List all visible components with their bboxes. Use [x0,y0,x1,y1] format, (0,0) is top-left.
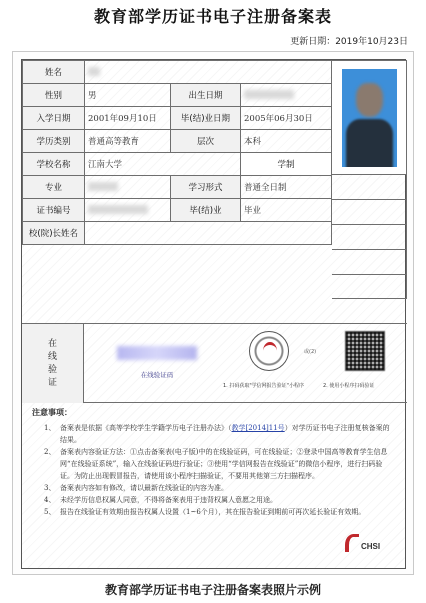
verify-qr-icon [345,331,385,371]
table-row [23,222,332,245]
verify-step-1: 1. 扫码获取"学信网报告验证"小程序 [223,383,304,389]
photo-body [346,119,393,167]
side-cell [332,225,407,250]
major-label: 专业 [23,176,85,199]
redacted-birth [244,90,294,99]
table-row [23,199,332,222]
verify-step-2: 2. 使用小程序扫码验证 [323,383,375,389]
update-date: 更新日期：2019年10月23日 [290,37,408,47]
chsi-brand [343,532,387,558]
photo-frame [332,60,407,175]
result-label: 毕(结)业 [171,199,241,222]
redacted-major [88,182,118,191]
item-number: 4、 [44,496,56,504]
birth-value [241,84,332,107]
note-text: 备案表内容如有修改，请以最新在线验证的内容为准。 [60,484,228,492]
notes-title: 注意事项： [32,408,72,417]
gender-label: 性别 [23,84,85,107]
verify-code[interactable] [117,346,197,360]
side-cell [332,275,407,299]
major-value [85,176,171,199]
table-row [23,153,332,176]
footer-caption: 教育部学历证书电子注册备案表照片示例 [104,583,321,597]
item-number: 2、 [44,448,56,456]
note-text: ）对学历证书电子注册复核备案的结果。 [60,424,390,444]
list-item [32,506,396,518]
study-form-label: 学习形式 [171,176,241,199]
item-number: 5、 [44,508,56,516]
president-value [85,222,332,245]
redacted-cert-no [88,205,148,214]
table-row [23,130,332,153]
item-number: 3、 [44,484,56,492]
gender-value: 男 [85,84,171,107]
note-text: 报告在线验证有效期由报告权属人设置（1~6个月），其在报告验证到期前可再次延长验证有效期。 [60,508,366,516]
notes-section [32,407,396,518]
school-label: 学校名称 [23,153,85,176]
length-label: 学制 [241,153,332,176]
study-form-value: 普通全日制 [241,176,332,199]
online-verify-section [22,323,407,403]
side-cell [332,200,407,225]
side-cell [332,250,407,275]
cert-no-value [85,199,171,222]
redacted-name [88,67,100,76]
name-label: 姓名 [23,61,85,84]
certificate-frame [21,59,406,569]
item-number: 1、 [44,424,56,432]
category-value: 普通高等教育 [85,130,171,153]
table-row [23,107,332,130]
verify-char: 线 [47,351,57,362]
table-row [23,176,332,199]
mini-program-qr-icon [249,331,289,371]
student-photo [342,69,397,167]
verify-char: 在 [47,338,57,349]
cert-no-label: 证书编号 [23,199,85,222]
record-table [22,60,332,245]
level-value: 本科 [241,130,332,153]
president-label: 校(院)长姓名 [23,222,85,245]
note-text: 备案表内容验证方法：①点击备案表(电子版)中的在线验证码，可在线验证；②登录中国高等教育学生信息网“在线验证系统”，输入在线验证码进行验证；③使用“学信网报告在线验证”的微信小程序，进行扫码验证。为防止出现假冒报告，请使用该小程序扫描验证，不要用其他第三方扫描程序。 [60,448,388,480]
page-title: 教育部学历证书电子注册备案表 [93,7,332,26]
graduate-label: 毕(结)业日期 [171,107,241,130]
name-value [85,61,332,84]
list-item [32,494,396,506]
notes-list [32,422,396,518]
note-text: 备案表是依据《高等学校学生学籍学历电子注册办法》（ [60,424,232,432]
table-row [23,61,332,84]
note-text: 未经学历信息权属人同意，不得将备案表用于违背权属人意愿之用途。 [60,496,277,504]
level-label: 层次 [171,130,241,153]
regulation-link[interactable]: 教学[2014]11号 [231,424,285,432]
result-value: 毕业 [241,199,332,222]
list-item [32,482,396,494]
certificate-paper [12,51,414,575]
verify-char: 证 [47,377,57,388]
enroll-value: 2001年09月10日 [85,107,171,130]
list-item [32,422,396,446]
birth-label: 出生日期 [171,84,241,107]
photo-head [356,83,383,117]
verify-code-caption: 在线验证码 [140,371,174,379]
graduate-value: 2005年06月30日 [241,107,332,130]
chsi-logo-icon [263,342,277,360]
arrow-text: 或(2) [304,349,317,355]
verify-char: 验 [47,364,57,375]
category-label: 学历类别 [23,130,85,153]
enroll-label: 入学日期 [23,107,85,130]
verify-label [22,324,84,403]
list-item [32,446,396,482]
table-row [23,84,332,107]
chsi-logo-icon [345,534,359,552]
side-cell [332,175,407,200]
school-value: 江南大学 [85,153,241,176]
brand-text: CHSI [361,542,381,551]
side-column [332,175,407,299]
